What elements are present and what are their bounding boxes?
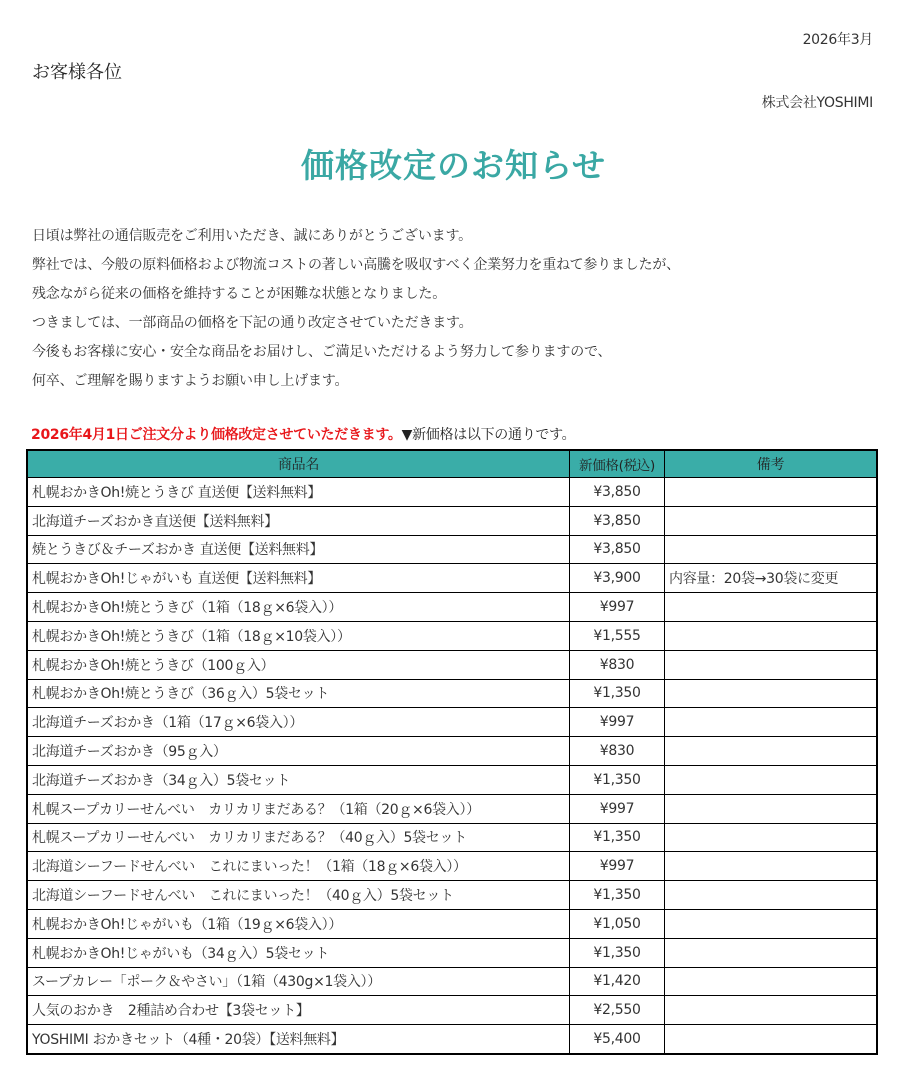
- notice-caption: ▼新価格は以下の通りです。: [401, 427, 576, 443]
- price-cell: ¥3,900: [570, 564, 665, 593]
- price-cell: ¥3,850: [570, 478, 665, 507]
- effective-date-notice: [31, 424, 575, 444]
- product-name-cell: 札幌おかきOh!焼とうきび（100ｇ入）: [27, 650, 570, 679]
- remarks-cell: [665, 621, 878, 650]
- remarks-cell: [665, 679, 878, 708]
- table-row: [27, 679, 877, 708]
- price-cell: ¥830: [570, 737, 665, 766]
- table-row: [27, 708, 877, 737]
- table-header-row: [27, 450, 877, 478]
- remarks-cell: [665, 506, 878, 535]
- table-row: [27, 564, 877, 593]
- price-cell: ¥1,350: [570, 881, 665, 910]
- product-name-cell: 人気のおかき 2種詰め合わせ【3袋セット】: [27, 996, 570, 1025]
- column-header-remarks: 備考: [665, 450, 878, 478]
- remarks-cell: 内容量：20袋→30袋に変更: [665, 564, 878, 593]
- product-name-cell: 北海道チーズおかき直送便【送料無料】: [27, 506, 570, 535]
- body-line: 今後もお客様に安心・安全な商品をお届けし、ご満足いただけるよう努力して参りますので、: [32, 344, 612, 360]
- remarks-cell: [665, 765, 878, 794]
- product-name-cell: 札幌おかきOh!焼とうきび（36ｇ入）5袋セット: [27, 679, 570, 708]
- remarks-cell: [665, 650, 878, 679]
- product-name-cell: 札幌おかきOh!じゃがいも（1箱（19ｇ×6袋入））: [27, 909, 570, 938]
- product-name-cell: 焼とうきび＆チーズおかき 直送便【送料無料】: [27, 535, 570, 564]
- product-name-cell: 北海道チーズおかき（95ｇ入）: [27, 737, 570, 766]
- table-row: [27, 852, 877, 881]
- price-cell: ¥1,420: [570, 967, 665, 996]
- product-name-cell: 札幌おかきOh!じゃがいも（34ｇ入）5袋セット: [27, 938, 570, 967]
- price-cell: ¥830: [570, 650, 665, 679]
- price-cell: ¥1,350: [570, 765, 665, 794]
- company-name: 株式会社YOSHIMI: [761, 95, 873, 111]
- product-name-cell: 札幌おかきOh!焼とうきび（1箱（18ｇ×6袋入））: [27, 593, 570, 622]
- product-name-cell: 北海道シーフードせんべい これにまいった！（40ｇ入）5袋セット: [27, 881, 570, 910]
- remarks-cell: [665, 996, 878, 1025]
- recipient-salutation: お客様各位: [32, 62, 122, 83]
- announcement-body: [32, 222, 680, 396]
- price-cell: ¥5,400: [570, 1025, 665, 1054]
- table-row: [27, 1025, 877, 1054]
- table-row: [27, 737, 877, 766]
- remarks-cell: [665, 938, 878, 967]
- price-cell: ¥2,550: [570, 996, 665, 1025]
- price-cell: ¥1,050: [570, 909, 665, 938]
- table-row: [27, 478, 877, 507]
- price-cell: ¥1,350: [570, 938, 665, 967]
- remarks-cell: [665, 909, 878, 938]
- table-row: [27, 506, 877, 535]
- price-cell: ¥3,850: [570, 506, 665, 535]
- remarks-cell: [665, 478, 878, 507]
- table-row: [27, 593, 877, 622]
- product-name-cell: YOSHIMI おかきセット（4種・20袋）【送料無料】: [27, 1025, 570, 1054]
- price-table: [26, 449, 878, 1055]
- remarks-cell: [665, 967, 878, 996]
- page-title: 価格改定のお知らせ: [300, 146, 606, 185]
- document-date: 2026年3月: [802, 32, 873, 48]
- product-name-cell: 札幌おかきOh!焼とうきび（1箱（18ｇ×10袋入））: [27, 621, 570, 650]
- table-row: [27, 765, 877, 794]
- product-name-cell: 札幌おかきOh!焼とうきび 直送便【送料無料】: [27, 478, 570, 507]
- table-row: [27, 881, 877, 910]
- table-row: [27, 996, 877, 1025]
- table-row: [27, 823, 877, 852]
- table-row: [27, 621, 877, 650]
- table-row: [27, 938, 877, 967]
- price-cell: ¥1,350: [570, 823, 665, 852]
- price-cell: ¥997: [570, 852, 665, 881]
- table-row: [27, 535, 877, 564]
- remarks-cell: [665, 593, 878, 622]
- remarks-cell: [665, 852, 878, 881]
- remarks-cell: [665, 881, 878, 910]
- product-name-cell: 札幌スープカリーせんべい カリカリまだある？（40ｇ入）5袋セット: [27, 823, 570, 852]
- remarks-cell: [665, 794, 878, 823]
- product-name-cell: スープカレー「ポーク＆やさい」（1箱（430g×1袋入））: [27, 967, 570, 996]
- price-cell: ¥1,350: [570, 679, 665, 708]
- body-line: 何卒、ご理解を賜りますようお願い申し上げます。: [32, 373, 349, 389]
- product-name-cell: 北海道チーズおかき（1箱（17ｇ×6袋入））: [27, 708, 570, 737]
- body-line: 残念ながら従来の価格を維持することが困難な状態となりました。: [32, 286, 446, 302]
- table-row: [27, 909, 877, 938]
- table-row: [27, 794, 877, 823]
- effective-date-highlight: 2026年4月1日ご注文分より価格改定させていただきます。: [31, 427, 402, 443]
- price-cell: ¥3,850: [570, 535, 665, 564]
- column-header-product-name: 商品名: [27, 450, 570, 478]
- product-name-cell: 札幌スープカリーせんべい カリカリまだある？（1箱（20ｇ×6袋入））: [27, 794, 570, 823]
- table-row: [27, 650, 877, 679]
- price-cell: ¥997: [570, 593, 665, 622]
- price-cell: ¥997: [570, 708, 665, 737]
- remarks-cell: [665, 708, 878, 737]
- remarks-cell: [665, 737, 878, 766]
- column-header-new-price: 新価格(税込): [570, 450, 665, 478]
- remarks-cell: [665, 1025, 878, 1054]
- body-line: 日頃は弊社の通信販売をご利用いただき、誠にありがとうございます。: [32, 228, 472, 244]
- price-cell: ¥997: [570, 794, 665, 823]
- product-name-cell: 北海道シーフードせんべい これにまいった！（1箱（18ｇ×6袋入））: [27, 852, 570, 881]
- remarks-cell: [665, 823, 878, 852]
- table-row: [27, 967, 877, 996]
- body-line: 弊社では、今般の原料価格および物流コストの著しい高騰を吸収すべく企業努力を重ねて参りましたが、: [32, 257, 680, 273]
- price-cell: ¥1,555: [570, 621, 665, 650]
- remarks-cell: [665, 535, 878, 564]
- product-name-cell: 札幌おかきOh!じゃがいも 直送便【送料無料】: [27, 564, 570, 593]
- body-line: つきましては、一部商品の価格を下記の通り改定させていただきます。: [32, 315, 473, 331]
- product-name-cell: 北海道チーズおかき（34ｇ入）5袋セット: [27, 765, 570, 794]
